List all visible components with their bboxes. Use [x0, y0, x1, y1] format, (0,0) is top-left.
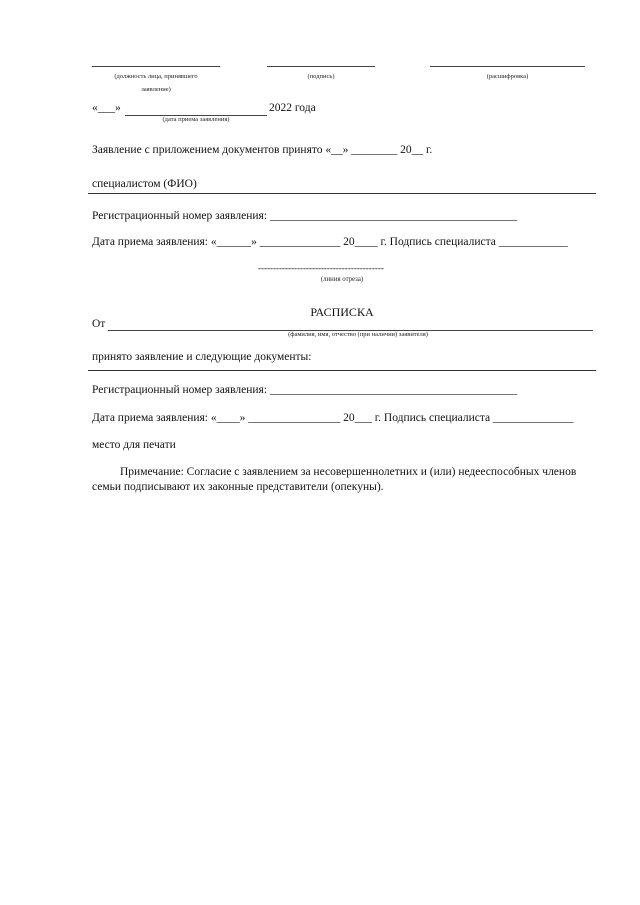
cut-caption: (линия отреза) [320, 276, 364, 283]
position-signature-line[interactable] [92, 66, 220, 67]
from-caption: (фамилия, имя, отчество (при наличии) заявителя) [288, 331, 428, 338]
decoding-signature-line[interactable] [430, 66, 585, 67]
specialist-name-line[interactable] [88, 193, 596, 194]
registration-number-2: Регистрационный номер заявления: ___________________________________________ [92, 384, 518, 396]
receipt-title: РАСПИСКА [310, 305, 374, 319]
acceptance-date-2: Дата приема заявления: «____» ________________ 20___ г. Подпись специалиста ______________ [92, 412, 574, 424]
signature-line[interactable] [267, 66, 375, 67]
accepted-line: Заявление с приложением документов принято «__» ________ 20__ г. [92, 144, 433, 156]
cut-line: ------------------------------------------ [258, 263, 384, 273]
date-open: «___» [92, 102, 121, 114]
registration-number-1: Регистрационный номер заявления: ___________________________________________ [92, 210, 518, 222]
from-label: От [92, 318, 106, 330]
documents-fill-line[interactable] [88, 370, 596, 371]
signature-caption: (подпись) [307, 73, 335, 80]
date-caption: (дата приема заявления) [162, 116, 230, 123]
specialist-label: специалистом (ФИО) [92, 178, 197, 190]
date-year: 2022 года [269, 102, 316, 114]
stamp-place-label: место для печати [92, 439, 176, 451]
acceptance-date-1: Дата приема заявления: «______» ______________ 20____ г. Подпись специалиста ____________ [92, 236, 568, 248]
position-caption: (должность лица, принявшего [114, 73, 198, 80]
note-line-2: семьи подписывают их законные представители (опекуны). [92, 481, 384, 493]
decoding-caption: (расшифровка) [486, 73, 529, 80]
position-caption-continued: заявление) [141, 86, 171, 93]
accepted-documents-label: принято заявление и следующие документы: [92, 351, 312, 363]
note-line-1: Примечание: Согласие с заявлением за несовершеннолетних и (или) недееспособных членов [120, 466, 577, 478]
